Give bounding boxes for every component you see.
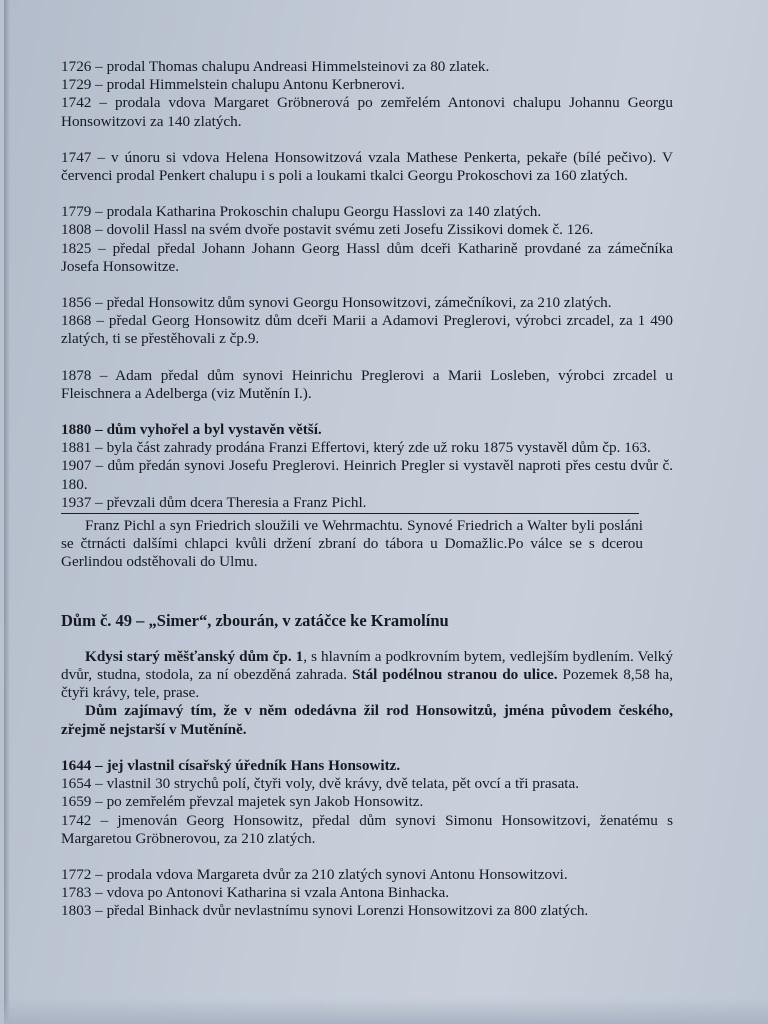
entries-block-1 (61, 58, 673, 131)
entry-line: 1729 – prodal Himmelstein chalupu Antonu Kerbnerovi. (61, 76, 405, 94)
entry-line: 1808 – dovolil Hassl na svém dvoře postavit svému zeti Josefu Zissikovi domek č. 126. (61, 221, 594, 239)
section-title-house-49: Dům č. 49 – „Simer“, zbourán, v zatáčce ke Kramolínu (61, 610, 449, 630)
entry-line: 1803 – předal Binhack dvůr nevlastnímu synovi Lorenzi Honsowitzovi za 800 zlatých. (61, 902, 589, 920)
entry-heading-1644: 1644 – jej vlastnil císařský úředník Hans Honsowitz. (61, 756, 401, 774)
entry-line: 1825 – předal předal Johann Johann Georg Hassl dům dceři Katharině provdané za zámečníka Josefa Honsowitze. (61, 239, 673, 275)
entry-paragraph-1878: 1878 – Adam předal dům synovi Heinrichu Preglerovi a Marii Losleben, výrobci zrcadel u Fleischnera a Adelberga (viz Mutěnín I.). (61, 366, 673, 402)
section-divider (61, 513, 639, 514)
page-bottom-edge (4, 998, 768, 1024)
document-content (61, 58, 673, 921)
intro-bold-2: Stál podélnou stranou do ulice. (352, 666, 558, 684)
entry-line: 1654 – vlastnil 30 strychů polí, čtyři voly, dvě krávy, dvě telata, pět ovcí a tři prasata. (61, 775, 580, 793)
intro-bold-1: Kdysi starý měšťanský dům čp. 1 (85, 647, 304, 665)
entry-line: 1881 – byla část zahrady prodána Franzi Effertovi, který zde už roku 1875 vystavěl dům čp. 163. (61, 439, 651, 457)
pichl-paragraph: Franz Pichl a syn Friedrich sloužili ve Wehrmachtu. Synové Friedrich a Walter byli posláni se čtrnácti dalšími chlapci kvůli držení zbraní do tábora u Domažlic.Po válce se s dcerou Gerlindou odstěhovali do Ulmu. (61, 517, 643, 571)
intro-text-1: , s hlavním a podkrovním bytem, vedlejším bydlením. Velký dvůr, studna, stodola, za ní obezděná zahrada. (61, 647, 673, 684)
entry-line: 1742 – prodala vdova Margaret Gröbnerová po zemřelém Antonovi chalupu Johannu Georgu Honsowitzovi za 140 zlatých. (61, 94, 673, 130)
entries-block-8 (61, 866, 673, 921)
entries-block-6 (61, 421, 673, 572)
page-edge-shadow (4, 0, 10, 1024)
entry-line: 1937 – převzali dům dcera Theresia a Franz Pichl. (61, 493, 367, 511)
entry-line: 1779 – prodala Katharina Prokoschin chalupu Georgu Hasslovi za 140 zlatých. (61, 203, 542, 221)
entry-heading-1880: 1880 – dům vyhořel a byl vystavěn větší. (61, 421, 322, 439)
entry-line: 1726 – prodal Thomas chalupu Andreasi Himmelsteinovi za 80 zlatek. (61, 58, 490, 75)
entries-block-3 (61, 203, 673, 276)
house-49-highlight: Dům zajímavý tím, že v něm odedávna žil rod Honsowitzů, jména původem českého, zřejmě nejstarší v Mutěníně. (61, 702, 673, 738)
entry-line: 1659 – po zemřelém převzal majetek syn Jakob Honsowitz. (61, 793, 424, 811)
entry-line: 1868 – předal Georg Honsowitz dům dceři Marii a Adamovi Preglerovi, výrobci zrcadel, za 1 490 zlatých, ti se přestěhovali z čp.9. (61, 312, 673, 348)
entries-block-4 (61, 294, 673, 349)
entry-line: 1856 – předal Honsowitz dům synovi Georgu Honsowitzovi, zámečníkovi, za 210 zlatých. (61, 294, 612, 312)
entry-line: 1742 – jmenován Georg Honsowitz, předal dům synovi Simonu Honsowitzovi, ženatému s Margaretou Gröbnerovou, za 210 zlatých. (61, 811, 673, 847)
entry-paragraph-1747: 1747 – v únoru si vdova Helena Honsowitzová vzala Mathese Penkerta, pekaře (bílé pečivo). V červenci prodal Penkert chalupu i s poli a loukami tkalci Georgu Prokoschovi za 160 zlatých. (61, 148, 673, 185)
entry-line: 1783 – vdova po Antonovi Katharina si vzala Antona Binhacka. (61, 884, 450, 902)
entry-line: 1907 – dům předán synovi Josefu Preglerovi. Heinrich Pregler si vystavěl naproti přes cestu dvůr č. 180. (61, 457, 673, 493)
entry-line: 1772 – prodala vdova Margareta dvůr za 210 zlatých synovi Antonu Honsowitzovi. (61, 865, 568, 883)
intro-text-2: Pozemek 8,58 ha, čtyři krávy, tele, prase. (61, 666, 674, 702)
document-page (4, 0, 768, 1024)
house-49-intro (61, 648, 673, 703)
entries-block-7 (61, 757, 673, 848)
